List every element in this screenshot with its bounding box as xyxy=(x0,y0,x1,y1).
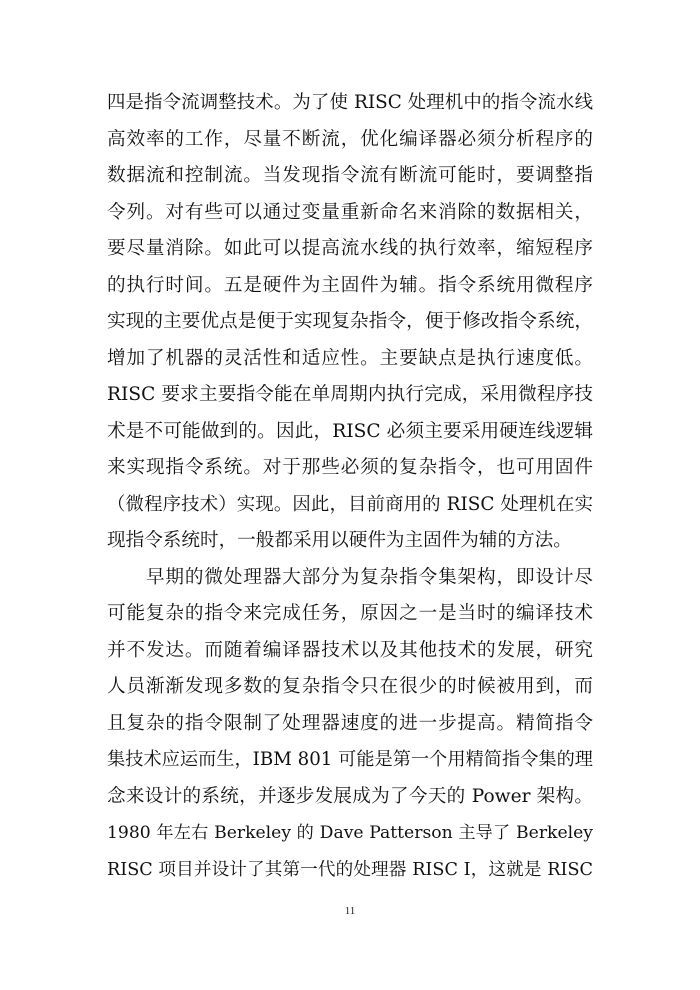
paragraph-last-line: 现指令系统时，一般都采用以硬件为主固件为辅的方法。 xyxy=(107,530,572,551)
text-line: （微程序技术）实现。因此，目前商用的 RISC 处理机在实 xyxy=(107,493,593,515)
text-line: 增加了机器的灵活性和适应性。主要缺点是执行速度低。 xyxy=(107,347,593,369)
text-line: 可能复杂的指令来完成任务，原因之一是当时的编译技术 xyxy=(107,603,593,624)
body-text xyxy=(107,85,593,888)
page-number: 11 xyxy=(344,905,356,917)
text-line: 念来设计的系统，并逐步发展成为了今天的 Power 架构。 xyxy=(107,785,593,807)
text-line: 并不发达。而随着编译器技术以及其他技术的发展，研究 xyxy=(107,639,593,661)
text-line: 实现的主要优点是便于实现复杂指令，便于修改指令系统， xyxy=(107,311,593,332)
text-line: 人员渐渐发现多数的复杂指令只在很少的时候被用到，而 xyxy=(107,676,593,697)
text-line: 术是不可能做到的。因此，RISC 必须主要采用硬连线逻辑 xyxy=(107,420,593,442)
text-line: RISC 项目并设计了其第一代的处理器 RISC I，这就是 RISC xyxy=(107,859,593,880)
text-line: 四是指令流调整技术。为了使 RISC 处理机中的指令流水线 xyxy=(107,92,593,113)
text-line: 数据流和控制流。当发现指令流有断流可能时，要调整指 xyxy=(107,165,593,186)
text-line: 来实现指令系统。对于那些必须的复杂指令，也可用固件 xyxy=(107,457,593,478)
text-line: 的执行时间。五是硬件为主固件为辅。指令系统用微程序 xyxy=(107,274,593,296)
paragraph-first-line: 早期的微处理器大部分为复杂指令集架构，即设计尽 xyxy=(107,566,593,588)
text-line: 且复杂的指令限制了处理器速度的进一步提高。精简指令 xyxy=(107,712,593,734)
text-line: RISC 要求主要指令能在单周期内执行完成，采用微程序技 xyxy=(107,384,593,405)
text-line: 集技术应运而生，IBM 801 可能是第一个用精简指令集的理 xyxy=(107,749,593,770)
text-line: 高效率的工作，尽量不断流，优化编译器必须分析程序的 xyxy=(107,128,593,150)
text-line: 令列。对有些可以通过变量重新命名来消除的数据相关， xyxy=(107,201,593,223)
text-line: 1980 年左右 Berkeley 的 Dave Patterson 主导了 Berkeley xyxy=(107,823,593,843)
text-line: 要尽量消除。如此可以提高流水线的执行效率，缩短程序 xyxy=(107,238,593,259)
